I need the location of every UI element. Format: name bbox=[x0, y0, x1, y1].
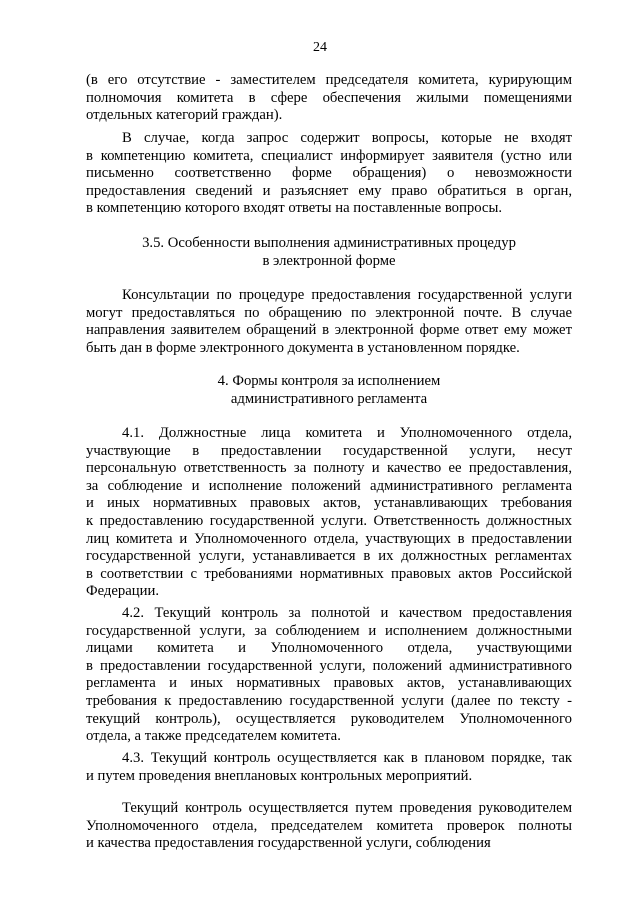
heading-line: в электронной форме bbox=[262, 252, 396, 269]
text-line: участвующие в предоставлении государственной услуги, несут bbox=[86, 442, 572, 459]
text-line: в предоставлении государственной услуги, положений административного bbox=[86, 657, 572, 674]
text-line: Уполномоченного отдела, председателем комитета проверок полноты bbox=[86, 817, 572, 834]
paragraph-4-1 bbox=[86, 425, 572, 601]
text-line: 4.1. Должностные лица комитета и Уполномоченного отдела, bbox=[122, 425, 572, 441]
text-line: отдельных категорий граждан). bbox=[86, 107, 283, 124]
text-line: быть дан в форме электронного документа в установленном порядке. bbox=[86, 339, 520, 356]
paragraph-consultations bbox=[86, 287, 572, 357]
text-line: Текущий контроль осуществляется путем проведения руководителем bbox=[122, 800, 572, 816]
text-line: и качества предоставления государственной услуги, соблюдения bbox=[86, 835, 491, 852]
heading-line: административного регламента bbox=[230, 390, 428, 407]
section-heading-3-5 bbox=[80, 235, 578, 270]
section-heading-4 bbox=[80, 373, 578, 408]
text-line: и иных нормативных правовых актов, устанавливающих требования bbox=[86, 495, 572, 512]
text-line: государственной услуги, устанавливается в их должностных регламентах bbox=[86, 548, 572, 565]
paragraph-competence bbox=[86, 130, 572, 218]
paragraph-continuation bbox=[86, 72, 572, 125]
text-line: 4.3. Текущий контроль осуществляется как в плановом порядке, так bbox=[122, 750, 572, 766]
text-line: могут предоставляться по обращению по электронной почте. В случае bbox=[86, 304, 572, 321]
page-number: 24 bbox=[313, 40, 327, 55]
text-line: персональную ответственность за полноту и качество ее предоставления, bbox=[86, 460, 572, 477]
text-line: Федерации. bbox=[86, 583, 160, 600]
heading-line: 3.5. Особенности выполнения административных процедур bbox=[142, 235, 516, 251]
text-line: Консультации по процедуре предоставления государственной услуги bbox=[122, 287, 572, 303]
paragraph-4-2 bbox=[86, 605, 572, 746]
text-line: лицами комитета и Уполномоченного отдела, участвующими bbox=[86, 640, 572, 657]
text-line: текущий контроль), осуществляется руководителем Уполномоченного bbox=[86, 710, 572, 727]
text-line: государственной услуги, за соблюдением и исполнением должностными bbox=[86, 622, 572, 639]
text-line: направления заявителем обращений в электронной форме ответ ему может bbox=[86, 322, 572, 339]
text-line: и путем проведения внеплановых контрольных мероприятий. bbox=[86, 767, 473, 784]
text-line: письменно соответственно форме обращения) о невозможности bbox=[86, 165, 572, 182]
paragraph-current-control bbox=[86, 800, 572, 853]
text-line: регламента и иных нормативных правовых актов, устанавливающих bbox=[86, 675, 572, 692]
paragraph-4-3 bbox=[86, 750, 572, 785]
text-line: за соблюдение и исполнение положений административного регламента bbox=[86, 477, 572, 494]
heading-line: 4. Формы контроля за исполнением bbox=[217, 373, 441, 389]
text-line: отдела, а также председателем комитета. bbox=[86, 728, 341, 745]
text-line: требования к предоставлению государственной услуги (далее по тексту - bbox=[86, 692, 572, 709]
text-line: полномочия комитета в сфере обеспечения жилыми помещениями bbox=[86, 89, 572, 106]
text-line: лиц комитета и Уполномоченного отдела, участвующих в предоставлении bbox=[86, 530, 572, 547]
text-line: В случае, когда запрос содержит вопросы, которые не входят bbox=[122, 130, 572, 146]
text-line: в компетенцию комитета, специалист информирует заявителя (устно или bbox=[86, 147, 572, 164]
text-line: в компетенцию которого входят ответы на поставленные вопросы. bbox=[86, 200, 502, 217]
text-line: (в его отсутствие - заместителем председателя комитета, курирующим bbox=[86, 72, 572, 88]
text-line: в соответствии с требованиями нормативных правовых актов Российской bbox=[86, 565, 572, 582]
text-line: предоставления сведений и разъясняет ему право обратиться в орган, bbox=[86, 182, 572, 199]
text-line: к предоставлению государственной услуги. Ответственность должностных bbox=[86, 512, 572, 529]
text-line: 4.2. Текущий контроль за полнотой и качеством предоставления bbox=[122, 605, 572, 621]
